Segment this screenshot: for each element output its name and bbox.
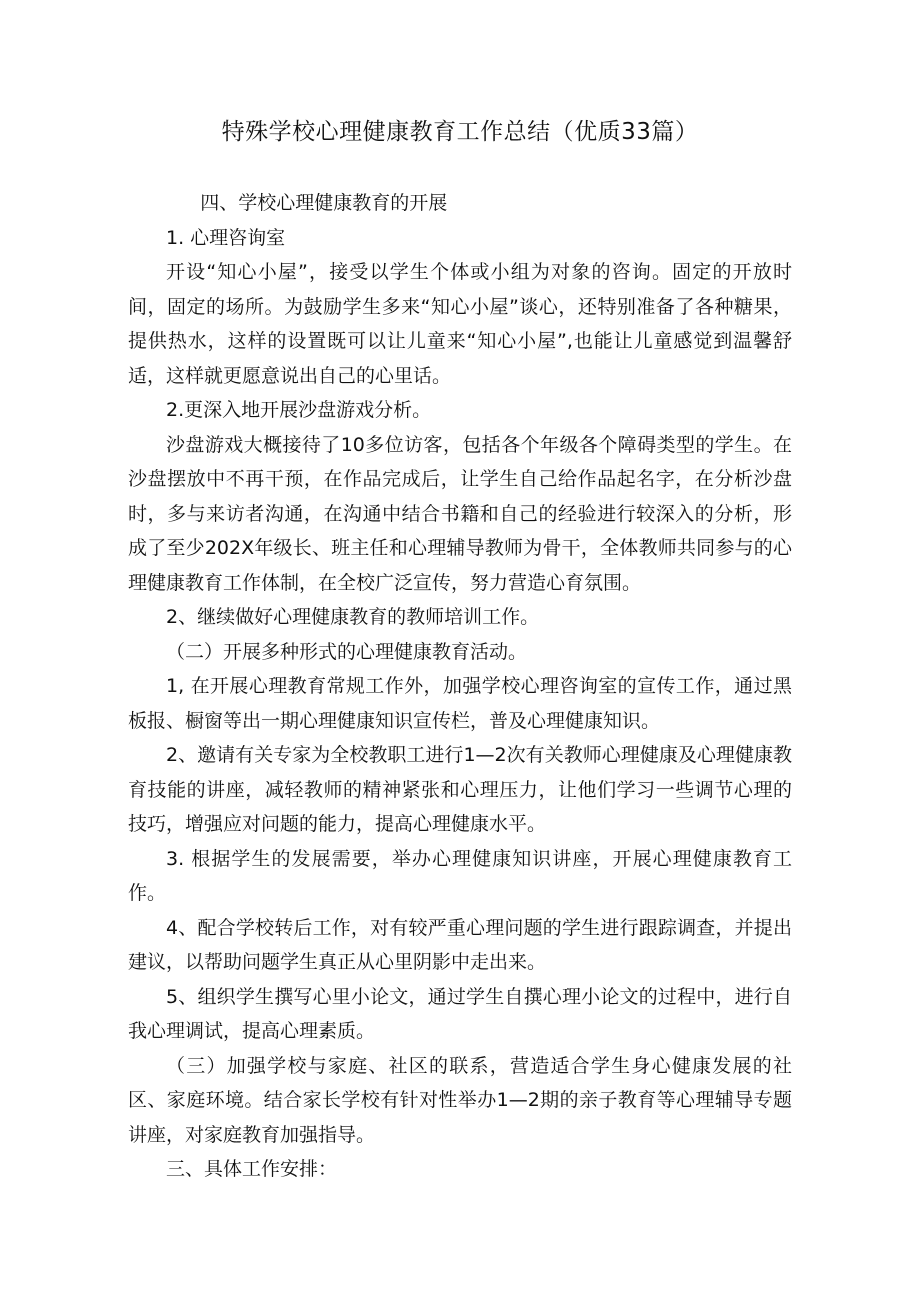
document-title: 特殊学校心理健康教育工作总结（优质33篇） [221,119,699,145]
paragraph: 4、配合学校转后工作，对有较严重心理问题的学生进行跟踪调查，并提出建议，以帮助问题学生真正从心里阴影中走出来。 [128,916,792,973]
document-body [128,186,792,1187]
subsection-heading: （二）开展多种形式的心理健康教育活动。 [166,640,528,663]
paragraph: 2、邀请有关专家为全校教职工进行1—2次有关教师心理健康及心理健康教育技能的讲座，减轻教师的精神紧张和心理压力，让他们学习一些调节心理的技巧，增强应对问题的能力，提高心理健康水平。 [128,744,792,835]
section-heading: 四、学校心理健康教育的开展 [200,192,448,214]
section-heading: 三、具体工作安排： [166,1158,338,1180]
paragraph: 沙盘游戏大概接待了10多位访客，包括各个年级各个障碍类型的学生。在沙盘摆放中不再干预，在作品完成后，让学生自己给作品起名字，在分析沙盘时，多与来访者沟通，在沟通中结合书籍和自己的经验进行较深入的分析，形成了至少202X年级长、班主任和心理辅导教师为骨干，全体教师共同参与的心理健康教育工作体制，在全校广泛宣传，努力营造心育氛围。 [128,433,792,594]
paragraph: 3. 根据学生的发展需要，举办心理健康知识讲座，开展心理健康教育工作。 [128,847,792,904]
subsection-heading: 2.更深入地开展沙盘游戏分析。 [166,399,432,421]
paragraph: 5、组织学生撰写心里小论文，通过学生自撰心理小论文的过程中，进行自我心理调试，提高心理素质。 [128,985,792,1042]
paragraph: 1, 在开展心理教育常规工作外，加强学校心理咨询室的宣传工作，通过黑板报、橱窗等出一期心理健康知识宣传栏，普及心理健康知识。 [128,675,792,732]
paragraph: 开设“知心小屋”，接受以学生个体或小组为对象的咨询。固定的开放时间，固定的场所。为鼓励学生多来“知心小屋”谈心，还特别准备了各种糖果，提供热水，这样的设置既可以让儿童来“知心小屋”,也能让儿童感觉到温馨舒适，这样就更愿意说出自己的心里话。 [128,261,792,387]
subsection-heading: 2、继续做好心理健康教育的教师培训工作。 [166,606,540,628]
paragraph: （三）加强学校与家庭、社区的联系，营造适合学生身心健康发展的社区、家庭环境。结合家长学校有针对性举办1—2期的亲子教育等心理辅导专题讲座，对家庭教育加强指导。 [128,1054,792,1146]
subsection-heading: 1. 心理咨询室 [166,226,286,249]
